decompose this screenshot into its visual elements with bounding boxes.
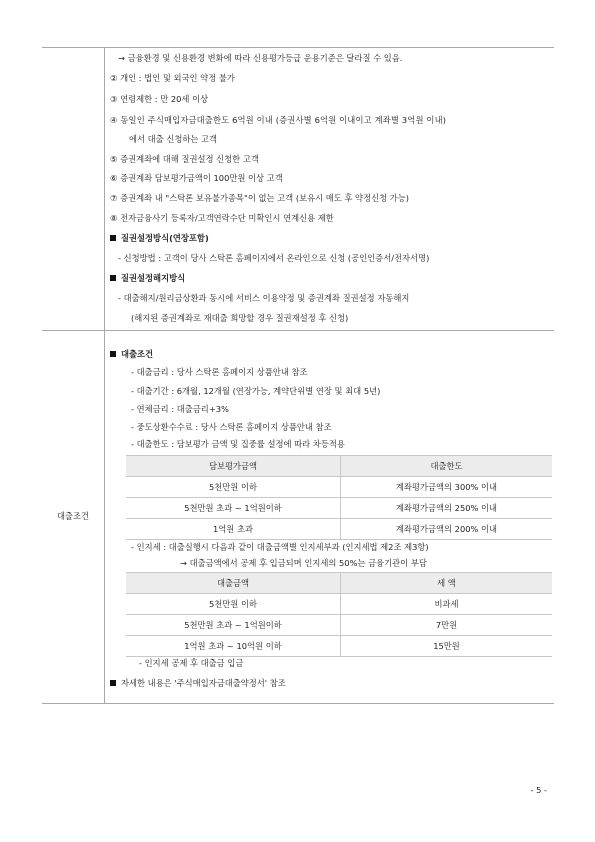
table-bottom-border	[42, 703, 554, 704]
condition-6: ⑥ 증권계좌 담보평가금액이 100만원 이상 고객	[110, 173, 283, 183]
header-cell: 대출금액	[126, 573, 341, 594]
table-header-row	[126, 456, 552, 477]
reference-line	[110, 679, 286, 687]
header-cell: 세 액	[341, 573, 553, 594]
pledge-method: - 신청방법 : 고객이 당사 스탁론 홈페이지에서 온라인으로 신청 (공인인증서/전자서명)	[118, 253, 430, 263]
table-cell: 5천만원 이하	[126, 594, 341, 615]
table-row	[126, 498, 552, 519]
table-cell: 1억원 초과 ~ 10억원 이하	[126, 636, 341, 657]
loan-item-fee: - 중도상환수수료 : 당사 스탁론 홈페이지 상품안내 참조	[131, 422, 332, 432]
table-cell: 5천만원 초과 ~ 1억원이하	[126, 498, 341, 519]
limit-table	[126, 455, 552, 540]
loan-item-period: - 대출기간 : 6개월, 12개월 (연장가능, 계약단위별 연장 및 최대 5년)	[131, 386, 381, 396]
header-cell: 담보평가금액	[126, 456, 341, 477]
table-cell: 비과세	[341, 594, 553, 615]
table-cell: 계좌평가금액의 200% 이내	[341, 519, 553, 540]
release-heading-text: 질권설정해지방식	[121, 273, 186, 283]
column-divider	[104, 47, 105, 703]
stamp-tax-note: → 대출금액에서 공제 후 입금되며 인지세의 50%는 금융기관이 부담	[180, 558, 427, 568]
reference-text: 자세한 내용은 '주식매입자금대출약정서' 참조	[121, 678, 286, 688]
stamp-tax-line: - 인지세 : 대출실행시 다음과 같이 대출금액별 인지세부과 (인지세법 제2조 제3항)	[131, 542, 429, 552]
loan-item-limit: - 대출한도 : 담보평가 금액 및 집중률 설정에 따라 차등적용	[131, 439, 345, 449]
section-label: 대출조건	[56, 511, 90, 521]
after-stamp-line: - 인지세 공제 후 대출금 입금	[139, 658, 244, 668]
table-header-row	[126, 573, 552, 594]
square-bullet-icon	[110, 235, 116, 241]
square-bullet-icon	[110, 351, 116, 357]
square-bullet-icon	[110, 680, 116, 686]
condition-5: ⑤ 증권계좌에 대해 질권설정 신청한 고객	[110, 154, 259, 164]
table-top-border	[42, 47, 554, 48]
table-row	[126, 615, 552, 636]
loan-heading	[110, 350, 153, 358]
loan-item-rate: - 대출금리 : 당사 스탁론 홈페이지 상품안내 참조	[131, 367, 308, 377]
table-cell: 계좌평가금액의 250% 이내	[341, 498, 553, 519]
table-row	[126, 594, 552, 615]
loan-heading-text: 대출조건	[121, 349, 154, 359]
release-heading	[110, 274, 185, 282]
condition-4: ④ 동일인 주식매입자금대출한도 6억원 이내 (증권사별 6억원 이내이고 계좌별 3억원 이내)	[110, 115, 447, 125]
loan-item-overdue: - 연체금리 : 대출금리+3%	[131, 404, 229, 414]
section-divider	[42, 330, 554, 331]
square-bullet-icon	[110, 275, 116, 281]
condition-7: ⑦ 증권계좌 내 "스탁론 보유불가종목"이 없는 고객 (보유시 매도 후 약정신청 가능)	[110, 193, 410, 203]
release-line-2: (해지된 증권계좌로 재대출 희망할 경우 질권재설정 후 신청)	[131, 313, 349, 323]
condition-4-cont: 에서 대출 신청하는 고객	[129, 134, 218, 144]
table-row	[126, 636, 552, 657]
table-cell: 1억원 초과	[126, 519, 341, 540]
table-cell: 15만원	[341, 636, 553, 657]
stamp-tax-table	[126, 572, 552, 657]
table-cell: 7만원	[341, 615, 553, 636]
page-number: - 5 -	[530, 785, 547, 795]
table-row	[126, 519, 552, 540]
pledge-heading	[110, 234, 209, 242]
condition-2: ② 개인 : 법인 및 외국인 약정 불가	[110, 73, 235, 83]
table-cell: 계좌평가금액의 300% 이내	[341, 477, 553, 498]
table-cell: 5천만원 이하	[126, 477, 341, 498]
condition-3: ③ 연령제한 : 만 20세 이상	[110, 94, 209, 104]
table-row	[126, 477, 552, 498]
release-line-1: - 대출해지/원리금상환과 동시에 서비스 이용약정 및 증권계좌 질권설정 자동해지	[118, 293, 410, 303]
header-cell: 대출한도	[341, 456, 553, 477]
table-cell: 5천만원 초과 ~ 1억원이하	[126, 615, 341, 636]
condition-8: ⑧ 전자금융사기 등록자/고객연락수단 미확인시 연계신용 제한	[110, 213, 334, 223]
pledge-heading-text: 질권설정방식(연장포함)	[121, 233, 209, 243]
rating-note: → 금융환경 및 신용환경 변화에 따라 신용평가등급 운용기준은 달라질 수 있음.	[118, 53, 403, 63]
